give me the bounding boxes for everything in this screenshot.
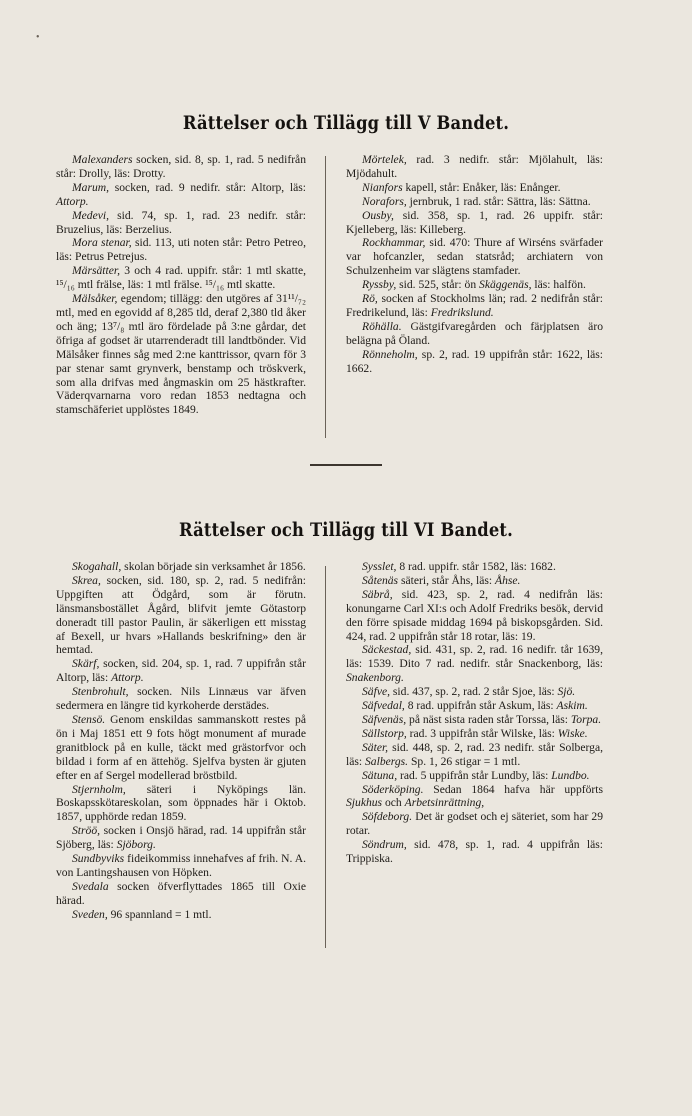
entry-name: Sveden, [72,907,108,921]
page-speck: • [36,32,40,43]
entry [56,574,306,657]
entry [346,181,603,195]
entry-text: jernbruk, 1 rad. står: Sättra, läs: Sättna. [406,194,591,208]
entry [56,657,306,685]
entry-text: 3 och 4 rad. uppifr. står: 1 mtl skatte, ¹⁵/₁₆ mtl frälse, läs: 1 mtl frälse. ¹⁵/₁₆ mtl skatte. [56,264,306,292]
entry-text: Sp. 1, 26 stigar = 1 mtl. [408,754,521,768]
entry-correction: Wiske. [557,726,588,740]
section-vi-right-column [346,560,603,866]
entry [56,153,306,181]
entry [346,769,603,783]
entry [56,236,306,264]
entry-text: skolan började sin verksamhet år 1856. [121,560,306,573]
entry-name: Stjernholm, [72,782,126,796]
entry [346,741,603,769]
section-vi-heading: Rättelser och Tillägg till VI Bandet. [178,519,514,541]
entry-name: Stenbrohult, [72,685,129,699]
entry-text: och [382,796,405,810]
entry [346,810,603,838]
entry-name: Rockhammar, [362,236,426,250]
entry [56,783,306,825]
entry [56,560,306,574]
section-v-heading: Rättelser och Tillägg till V Bandet. [182,112,510,134]
entry-text: Det är godset och ej säteriet, som har 29 rotar. [346,810,603,838]
entry-text: sid. 74, sp. 1, rad. 23 nedifr. står: Bruzelius, läs: Berzelius. [56,208,306,236]
entry [346,292,603,320]
entry-text: kapell, står: Enåker, läs: Enånger. [402,180,561,194]
entry [346,320,603,348]
entry-correction: Salbergs. [365,754,409,768]
entry-name: Norafors, [362,194,407,208]
entry-name: Malexanders [72,153,133,166]
entry-name: Sysslet, [362,560,397,573]
entry-correction: Attorp. [56,194,89,208]
entry-text: säteri i Nyköpings län. Boskapsskötareskolan, som öppnades här i Oktob. 1857, upphörde redan 1859. [56,782,306,824]
entry [346,195,603,209]
entry [346,685,603,699]
entry [346,713,603,727]
entry-name: Mälsåker, [72,292,118,306]
entry-text: på näst sista raden står Torssa, läs: [406,712,571,726]
column-divider [325,566,326,948]
entry [346,838,603,866]
entry-text: egendom; tillägg: den utgöres af 31¹¹/₇₂ mtl, med en egovidd af 8,285 tld, deraf 2,380 tld åker och äng; 13⁷/₈ mtl äro fördelade på 3:ne gårdar, det öfriga af godset är utarrenderadt till landtbönder. Vid Mälsåker finnes såg med 2:ne kanttrissor, qvarn för 3 par stenar samt grynverk, benstamp och tröskverk, som alla drifvas med ångmaskin om 25 hästkrafter. Väderqvarnarna voro redan 1853 nedtagna och stamschäferiet upplöstes 1849. [56,292,306,417]
entry-name: Ströö, [72,824,101,838]
section-v-left-column [56,153,306,417]
entry-name: Söderköping. [362,782,424,796]
entry-name: Röhälla. [362,319,402,333]
entry-text: Sedan 1864 hafva här uppförts [423,782,603,796]
entry-text: socken, sid. 8, sp. 1, rad. 5 nedifrån står: Drolly, läs: Drotty. [56,153,306,180]
entry-text: Genom enskildas sammanskott restes på ön i Maj 1851 ett 9 fots högt monument af murade granitblock på en kulle, täckt med grästorfvor och bildad i form af en ättehög. Sjelfva bysten är gjuten efter en af Sergel modellerad bröstbild. [56,712,306,782]
entry-text: sid. 470: Thure af Wirséns svärfader var hofcanzler, sedan statsråd; archiatern von Schulzenheim var slägtens stamfader. [346,236,603,278]
entry-text: säteri, står Åhs, läs: [398,573,495,587]
entry-name: Rö, [362,292,378,306]
entry [56,292,306,417]
entry-correction: Sjukhus [346,796,383,810]
entry-text: socken af Stockholms län; rad. 2 nedifrån står: Fredrikelund, läs: [346,292,603,319]
entry-name: Svedala [72,879,109,893]
entry-name: Skrea, [72,573,101,587]
entry [346,588,603,644]
entry-text: socken, rad. 9 nedifr. står: Altorp, läs: [109,180,306,194]
entry [346,574,603,588]
entry-correction: Sjö. [557,685,576,699]
entry [56,264,306,292]
entry [56,713,306,783]
section-vi-left-column [56,560,306,922]
entry-text: rad. 3 uppifrån står Wilske, läs: [406,726,558,740]
entry-correction: Åhse. [495,573,521,587]
entry [346,783,603,811]
entry-name: Märsätter, [72,264,120,278]
entry-name: Skogahall, [72,560,122,573]
entry-text: rad. 5 uppifrån står Lundby, läs: [397,768,552,782]
entry [56,880,306,908]
entry-name: Ryssby, [362,278,397,292]
entry [56,852,306,880]
entry-text: Gästgifvaregården och färjplatsen äro belägna på Öland. [346,319,603,347]
entry-name: Mora stenar, [72,236,132,250]
entry [56,685,306,713]
entry-text: sid. 437, sp. 2, rad. 2 står Sjoe, läs: [390,685,558,699]
entry [346,727,603,741]
entry-correction: Skäggenäs, [479,278,532,292]
entry-text: sid. 358, sp. 1, rad. 26 uppifr. står: Kjelleberg, läs: Killeberg. [346,208,603,236]
entry-name: Söndrum, [362,838,407,852]
entry-name: Säfvedal, [362,699,405,713]
entry-name: Mörtelek, [362,153,407,166]
entry-name: Säckestad, [362,643,412,657]
entry [346,236,603,278]
entry-correction: Askim. [556,699,588,713]
entry-text: 8 rad. uppifr. står 1582, läs: 1682. [396,560,556,573]
entry-name: Söfdeborg. [362,810,413,824]
section-separator-rule [310,464,382,466]
entry-text: sid. 423, sp. 2, rad. 4 nedifrån läs: konungarne Carl XI:s och Adolf Fredriks besök, dervid den förre spisade middag 1694 på biskopsgården. Sid. 424, rad. 2 uppifrån står 18 rotar, läs: 19. [346,587,603,643]
entry-text: sid. 113, uti noten står: Petro Petreo, läs: Petrus Petrejus. [56,236,306,264]
entry-correction: Fredrikslund. [430,305,494,319]
entry [346,278,603,292]
entry-text: sid. 478, sp. 1, rad. 4 uppifrån läs: Trippiska. [346,838,603,866]
entry [346,699,603,713]
entry-text: 8 rad. uppifrån står Askum, läs: [404,699,557,713]
entry-text: läs: halfön. [531,278,586,292]
entry-correction: Snakenborg. [346,671,404,685]
entry [56,908,306,922]
entry-name: Sätuna, [362,768,398,782]
entry-name: Säfve, [362,685,391,699]
entry-correction: Attorp. [111,671,144,685]
entry-name: Skärf, [72,657,100,671]
entry-text: socken i Onsjö härad, rad. 14 uppifrån står Sjöberg, läs: [56,824,306,852]
entry [346,643,603,685]
entry-text: fideikommiss innehafves af frih. N. A. von Lantingshausen von Höpken. [56,852,306,879]
entry-text: socken. Nils Linnæus var äfven sedermera en längre tid kyrkoherde derstädes. [56,685,306,713]
entry-correction: Arbetsinrättning, [404,796,485,810]
entry [56,209,306,237]
entry-name: Säter, [362,740,389,754]
entry-text: sid. 525, står: ön [396,278,480,292]
entry-text: sid. 431, sp. 2, rad. 16 nedifr. tår 1639, läs: 1539. Dito 7 rad. nedifr. står Snackenborg, läs: [346,643,603,671]
entry-name: Säbrå, [362,587,393,601]
entry-correction: Lundbo. [551,768,590,782]
entry-name: Rönneholm, [362,347,418,361]
entry-text: 96 spannland = 1 mtl. [107,907,212,921]
entry-name: Såtenäs [362,573,399,587]
entry-text: socken, sid. 204, sp. 1, rad. 7 uppifrån står Altorp, läs: [56,657,306,685]
entry [346,209,603,237]
entry-name: Stensö. [72,712,106,726]
entry-text: rad. 3 nedifr. står: Mjölahult, läs: Mjödahult. [346,153,603,180]
entry [346,348,603,376]
entry-text: socken, sid. 180, sp. 2, rad. 5 nedifrån: Uppgiften att Ödgård, som är förutn. länsmansbostället Ågård, blifvit jemte Götastorp doneradt till pastor Paulin, är säkerligen ett misstag af Bexell, ur hvars »Hallands beskrifning» den är hemtad. [56,573,306,657]
entry-name: Sällstorp, [362,726,407,740]
entry-name: Marum, [72,180,110,194]
entry-name: Nianfors [362,180,403,194]
entry [56,181,306,209]
entry-name: Säfvenäs, [362,712,407,726]
column-divider [325,156,326,438]
entry-correction: Torpa. [570,712,602,726]
entry-text: socken öfverflyttades 1865 till Oxie härad. [56,879,306,907]
entry-text: sid. 448, sp. 2, rad. 23 nedifr. står Solberga, läs: [346,740,603,768]
entry [56,824,306,852]
entry-name: Medevi, [72,208,110,222]
entry [346,560,603,574]
section-v-right-column [346,153,603,376]
entry-name: Sundbyviks [72,852,125,866]
entry-correction: Sjöborg. [116,838,156,852]
entry [346,153,603,181]
entry-name: Ousby, [362,208,394,222]
entry-text: sp. 2, rad. 19 uppifrån står: 1622, läs: 1662. [346,347,603,375]
